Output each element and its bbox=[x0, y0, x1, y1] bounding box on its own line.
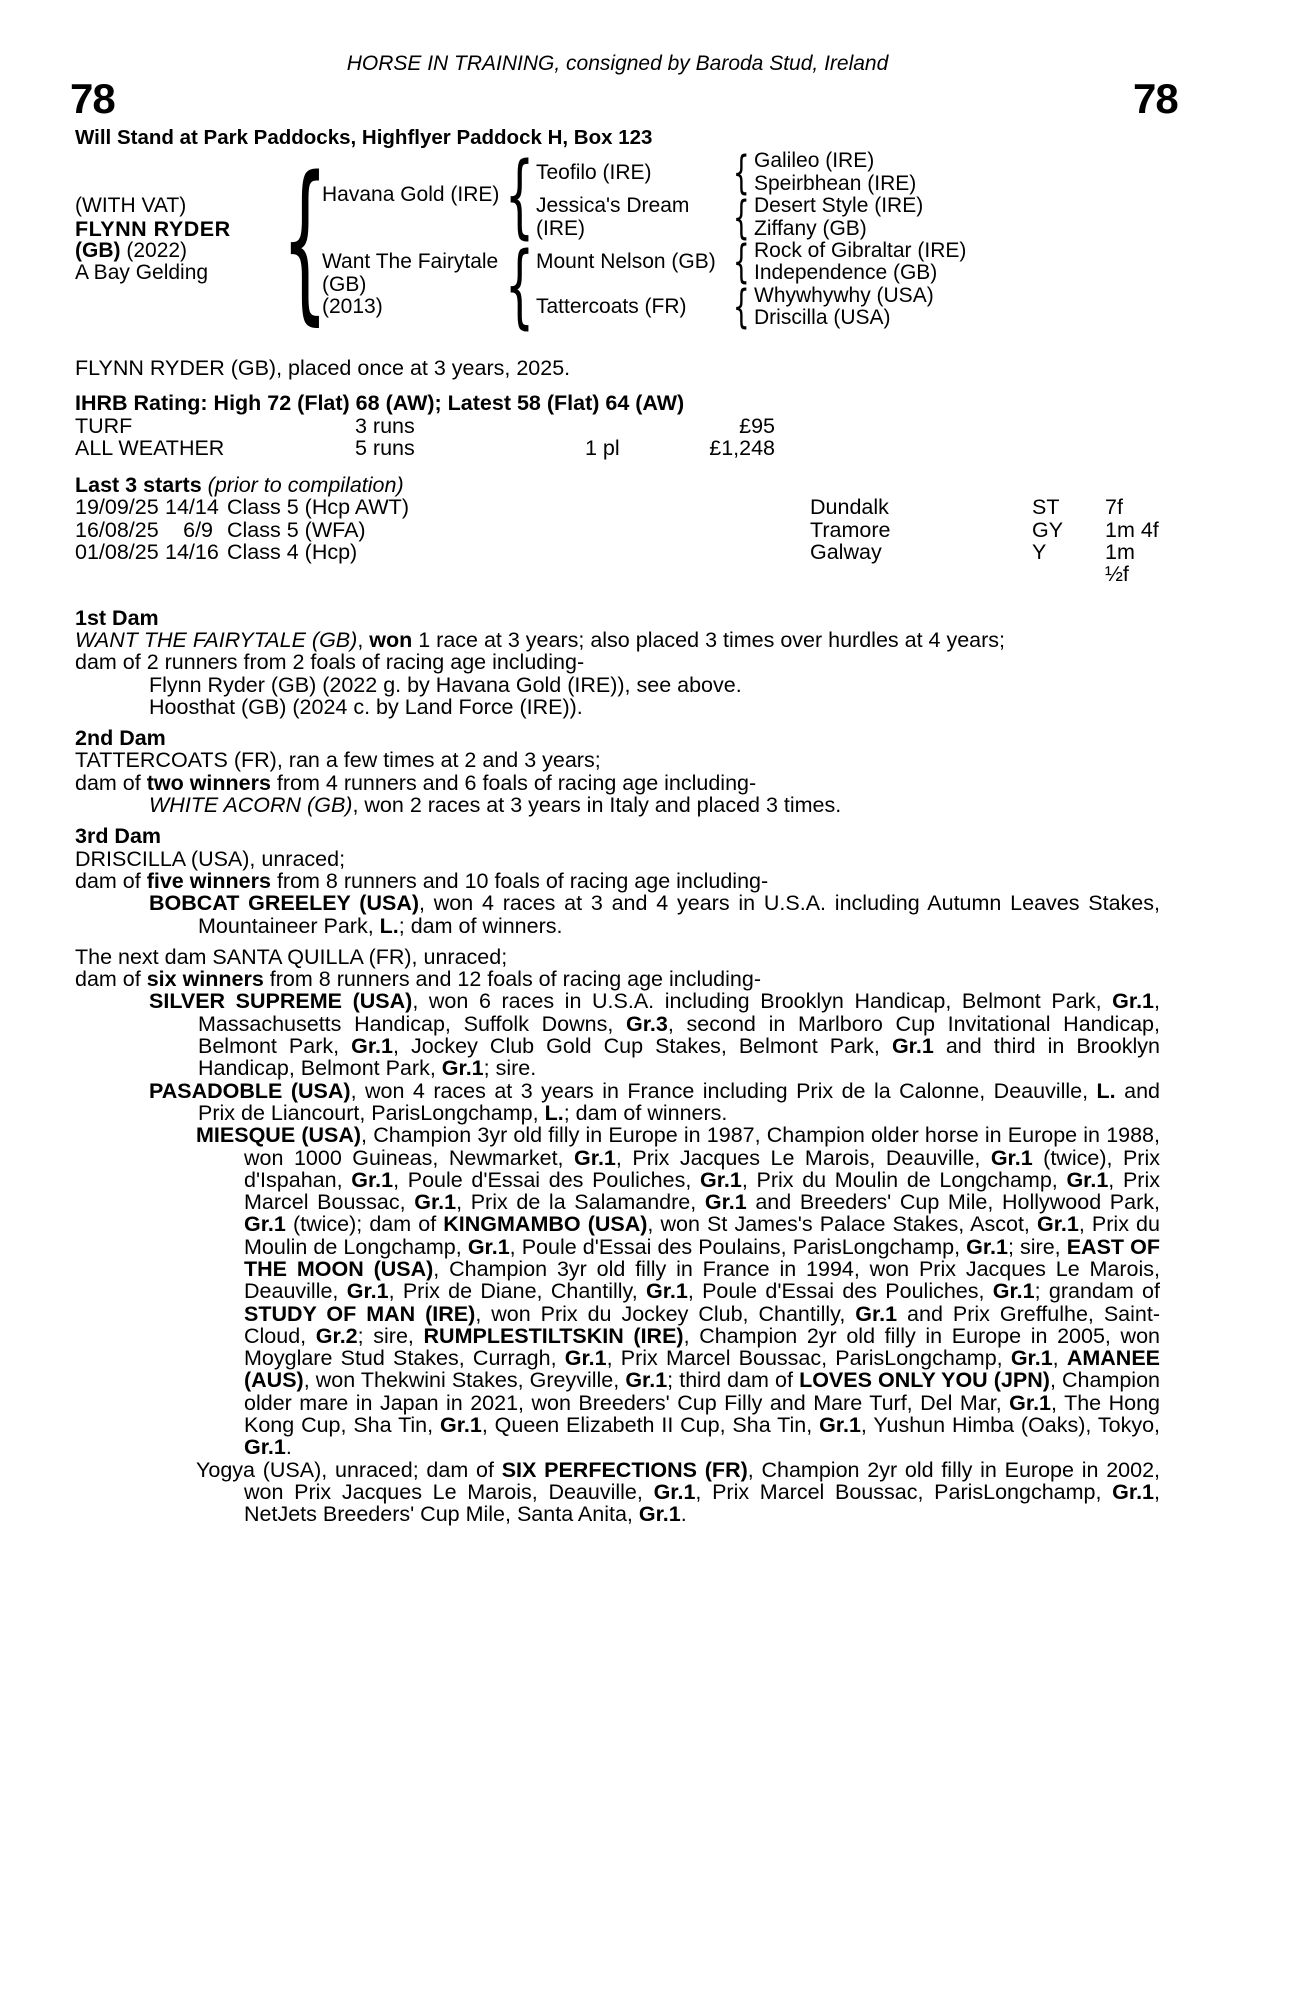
horse-country: (GB) bbox=[75, 239, 121, 262]
sire-dam-dam-name: Ziffany (GB) bbox=[754, 216, 867, 240]
catalogue-body bbox=[75, 357, 1160, 1526]
lot-number-right: 78 bbox=[1133, 75, 1178, 122]
paragraph: WANT THE FAIRYTALE (GB), won 1 race at 3 years; also placed 3 times over hurdles at 4 years; bbox=[75, 627, 1006, 652]
surface-label: ALL WEATHER bbox=[75, 435, 225, 460]
stand-location: Will Stand at Park Paddocks, Highflyer Paddock H, Box 123 bbox=[75, 126, 653, 149]
pedigree-brace-icon: { bbox=[505, 231, 535, 338]
dam-name: Want The Fairytale (GB) (2013) bbox=[322, 251, 504, 318]
start-position: 6/9 bbox=[183, 517, 213, 542]
paragraph: WHITE ACORN (GB), won 2 races at 3 years in Italy and placed 3 times. bbox=[149, 793, 842, 818]
section-heading: 1st Dam bbox=[75, 605, 159, 630]
start-course: Galway bbox=[810, 540, 882, 565]
pedigree-brace-icon: { bbox=[281, 139, 329, 341]
dam-dam-sire-name: Whywhywhy (USA) bbox=[754, 283, 934, 307]
start-race: Class 4 (Hcp) bbox=[227, 540, 358, 565]
start-date: 01/08/25 bbox=[75, 540, 159, 565]
rating-row-all-weather bbox=[75, 437, 1160, 459]
sire-sire-sire-name: Galileo (IRE) bbox=[754, 149, 875, 173]
start-row bbox=[75, 519, 1160, 541]
pedigree-brace-icon: { bbox=[732, 146, 750, 200]
paragraph: dam of 2 runners from 2 foals of racing age including- bbox=[75, 650, 585, 675]
horse-year: (2022) bbox=[126, 239, 188, 262]
paragraph: DRISCILLA (USA), unraced; bbox=[75, 846, 346, 871]
horse-description: A Bay Gelding bbox=[75, 261, 209, 285]
last-starts-title: Last 3 starts bbox=[75, 473, 202, 498]
rating-block bbox=[75, 392, 1160, 459]
last-starts-heading bbox=[75, 474, 1160, 496]
section-2nd-dam bbox=[75, 727, 1160, 816]
horse-name: FLYNN RYDER bbox=[75, 216, 231, 241]
paragraph: PASADOBLE (USA), won 4 races at 3 years in France including Prix de la Calonne, Deauville, L. and Prix de Liancourt, ParisLongchamp, L.; dam of winners. bbox=[149, 1078, 1160, 1125]
rating-row-turf bbox=[75, 415, 1160, 437]
dam-country: (GB) bbox=[322, 272, 367, 296]
start-going: GY bbox=[1032, 517, 1064, 542]
start-going: ST bbox=[1032, 495, 1060, 520]
section-1st-dam bbox=[75, 607, 1160, 718]
paragraph: dam of six winners from 8 runners and 12 foals of racing age including- bbox=[75, 967, 761, 992]
paragraph: Flynn Ryder (GB) (2022 g. by Havana Gold (IRE)), see above. bbox=[149, 672, 742, 697]
placings-value bbox=[585, 415, 695, 437]
sire-name: Havana Gold (IRE) bbox=[322, 183, 500, 206]
earnings-value: £95 bbox=[739, 413, 775, 438]
start-distance: 1m 4f bbox=[1105, 517, 1159, 542]
sire-sire-dam-name: Speirbhean (IRE) bbox=[754, 171, 917, 195]
start-date: 16/08/25 bbox=[75, 517, 159, 542]
start-row bbox=[75, 496, 1160, 518]
placings-value: 1 pl bbox=[585, 435, 620, 460]
horse-country-year bbox=[75, 240, 288, 262]
sire-dam-name: Jessica's Dream (IRE) bbox=[536, 194, 690, 240]
paragraph: BOBCAT GREELEY (USA), won 4 races at 3 and 4 years in U.S.A. including Autumn Leaves Stakes, Mountaineer Park, L.; dam of winners. bbox=[149, 891, 1160, 938]
start-distance: 7f bbox=[1105, 495, 1123, 520]
surface-label: TURF bbox=[75, 413, 133, 438]
paragraph: The next dam SANTA QUILLA (FR), unraced; bbox=[75, 944, 508, 969]
start-race: Class 5 (WFA) bbox=[227, 517, 366, 542]
dam-year: (2013) bbox=[322, 295, 383, 318]
pedigree-brace-icon: { bbox=[732, 191, 750, 245]
last-starts-block bbox=[75, 474, 1160, 585]
pedigree-brace-icon: { bbox=[732, 280, 750, 334]
sire-dam-sire-name: Desert Style (IRE) bbox=[754, 194, 924, 218]
section-3rd-dam bbox=[75, 825, 1160, 936]
start-row bbox=[75, 541, 1160, 586]
section-heading: 3rd Dam bbox=[75, 824, 162, 849]
start-race: Class 5 (Hcp AWT) bbox=[227, 495, 409, 520]
lot-number-left: 78 bbox=[70, 75, 115, 122]
race-summary: FLYNN RYDER (GB), placed once at 3 years, 2025. bbox=[75, 356, 571, 380]
last-starts-note: (prior to compilation) bbox=[207, 473, 404, 498]
runs-value: 5 runs bbox=[355, 435, 415, 460]
sire-sire-group bbox=[536, 146, 923, 200]
start-distance: 1m ½f bbox=[1105, 540, 1135, 587]
start-position: 14/16 bbox=[165, 540, 219, 565]
dam-branch bbox=[322, 231, 1160, 338]
start-course: Dundalk bbox=[810, 495, 889, 520]
pedigree-brace-icon: { bbox=[732, 235, 750, 290]
paragraph: dam of five winners from 8 runners and 10 foals of racing age including- bbox=[75, 868, 769, 893]
pedigree-table bbox=[75, 139, 1160, 341]
start-going: Y bbox=[1032, 540, 1047, 565]
start-position: 14/14 bbox=[165, 495, 219, 520]
paragraph: MIESQUE (USA), Champion 3yr old filly in Europe in 1987, Champion older horse in Europe in 1988, won 1000 Guineas, Newmarket, Gr.1, Prix Jacques Le Marois, Deauville, Gr.1 (twice), Prix d'Ispahan, Gr.1, Poule d'Essai des Pouliches, Gr.1, Prix du Moulin de Longchamp, Gr.1, Prix Marcel Boussac, Gr.1, Prix de la Salamandre, Gr.1 and Breeders' Cup Mile, Hollywood Park, Gr.1 (twice); dam of KINGMAMBO (USA), won St James's Palace Stakes, Ascot, Gr.1, Prix du Moulin de Longchamp, Gr.1, Poule d'Essai des Poulains, ParisLongchamp, Gr.1; sire, EAST OF THE MOON (USA), Champion 3yr old filly in France in 1994, won Prix Jacques Le Marois, Deauville, Gr.1, Prix de Diane, Chantilly, Gr.1, Poule d'Essai des Pouliches, Gr.1; grandam of STUDY OF MAN (IRE), won Prix du Jockey Club, Chantilly, Gr.1 and Prix Greffulhe, Saint-Cloud, Gr.2; sire, RUMPLESTILTSKIN (IRE), Champion 2yr old filly in Europe in 2005, won Moyglare Stud Stakes, Curragh, Gr.1, Prix Marcel Boussac, ParisLongchamp, Gr.1, AMANEE (AUS), won Thekwini Stakes, Greyville, Gr.1; third dam of LOVES ONLY YOU (JPN), Champion older mare in Japan in 2021, won Breeders' Cup Filly and Mare Turf, Del Mar, Gr.1, The Hong Kong Cup, Sha Tin, Gr.1, Queen Elizabeth II Cup, Sha Tin, Gr.1, Yushun Himba (Oaks), Tokyo, Gr.1. bbox=[196, 1123, 1161, 1460]
earnings-value: £1,248 bbox=[709, 435, 775, 460]
sire-dam-group bbox=[536, 191, 924, 245]
section-next-dam bbox=[75, 946, 1160, 1526]
rating-line: IHRB Rating: High 72 (Flat) 68 (AW); Latest 58 (Flat) 64 (AW) bbox=[75, 391, 685, 416]
start-course: Tramore bbox=[810, 517, 891, 542]
horse-info bbox=[75, 195, 288, 285]
pedigree-brace-icon: { bbox=[505, 142, 535, 249]
paragraph: Yogya (USA), unraced; dam of SIX PERFECTIONS (FR), Champion 2yr old filly in Europe in 2002, won Prix Jacques Le Marois, Deauville, Gr.1, Prix Marcel Boussac, ParisLongchamp, Gr.1, NetJets Breeders' Cup Mile, Santa Anita, Gr.1. bbox=[196, 1457, 1161, 1527]
dam-dam-name: Tattercoats (FR) bbox=[536, 294, 687, 318]
dam-sire-dam-name: Independence (GB) bbox=[754, 261, 938, 285]
dam-sire-group bbox=[536, 235, 967, 290]
dam-sire-name: Mount Nelson (GB) bbox=[536, 250, 716, 274]
consignment-header: HORSE IN TRAINING, consigned by Baroda Stud, Ireland bbox=[346, 52, 889, 75]
dam-dam-dam-name: Driscilla (USA) bbox=[754, 306, 891, 330]
vat-note: (WITH VAT) bbox=[75, 194, 187, 218]
start-date: 19/09/25 bbox=[75, 495, 159, 520]
dam-sire-sire-name: Rock of Gibraltar (IRE) bbox=[754, 239, 967, 262]
paragraph: dam of two winners from 4 runners and 6 foals of racing age including- bbox=[75, 770, 757, 795]
sire-branch bbox=[322, 142, 1160, 249]
paragraph: TATTERCOATS (FR), ran a few times at 2 and 3 years; bbox=[75, 748, 601, 773]
runs-value: 3 runs bbox=[355, 413, 415, 438]
dam-dam-group bbox=[536, 280, 966, 334]
section-heading: 2nd Dam bbox=[75, 726, 166, 751]
sire-sire-name: Teofilo (IRE) bbox=[536, 160, 652, 184]
paragraph: Hoosthat (GB) (2024 c. by Land Force (IRE)). bbox=[149, 694, 583, 719]
paragraph: SILVER SUPREME (USA), won 6 races in U.S.A. including Brooklyn Handicap, Belmont Park, Gr.1, Massachusetts Handicap, Suffolk Downs, Gr.3, second in Marlboro Cup Invitational Handicap, Belmont Park, Gr.1, Jockey Club Gold Cup Stakes, Belmont Park, Gr.1 and third in Brooklyn Handicap, Belmont Park, Gr.1; sire. bbox=[149, 989, 1160, 1081]
